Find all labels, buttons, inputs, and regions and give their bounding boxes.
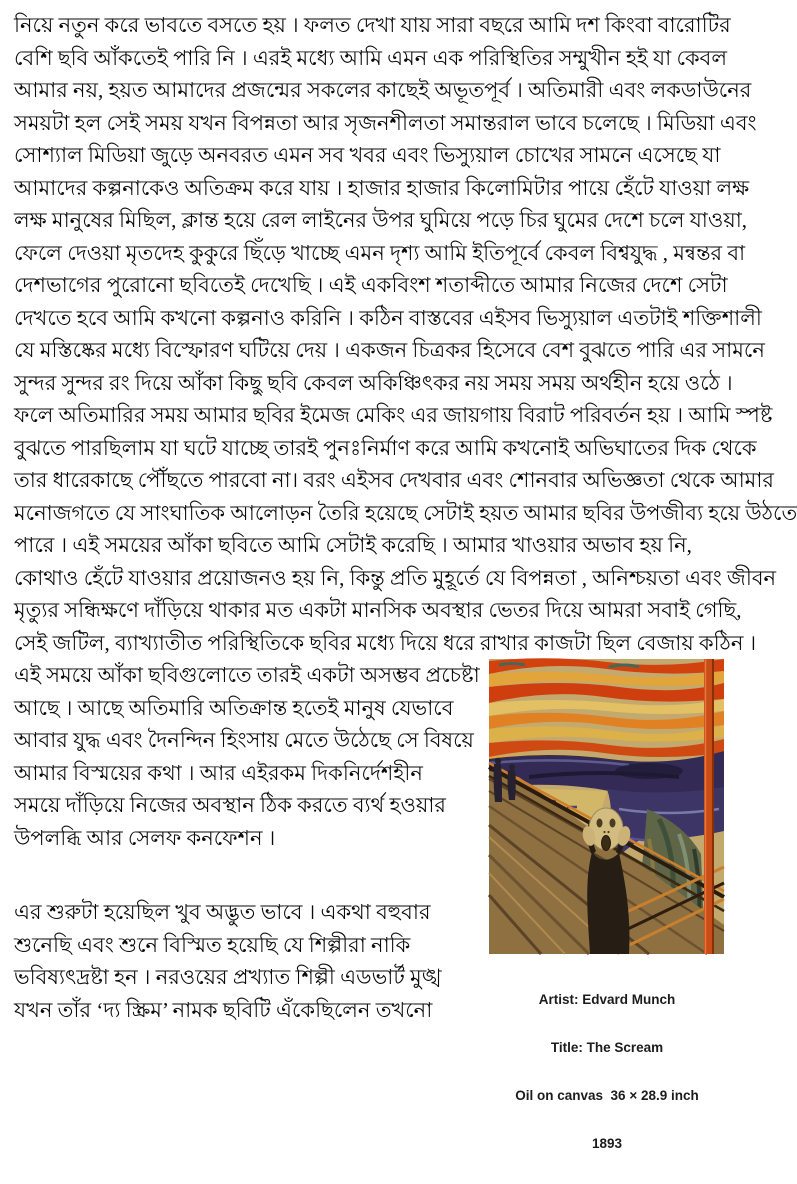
text-line: আমার বিস্ময়ের কথা । আর এইরকম দিকনির্দেশহীন (14, 760, 423, 785)
text-line: ফলে অতিমারির সময় আমার ছবির ইমেজ মেকিং এর জায়গায় বিরাট পরিবর্তন হয় । আমি স্পষ্ট (14, 403, 773, 427)
text-line: শুনেছি এবং শুনে বিস্মিত হয়েছি যে শিল্পীরা নাকি (14, 932, 411, 957)
text-line: সোশ্যাল মিডিয়া জুড়ে অনবরত এমন সব খবর এবং ভিস্যুয়াল চোখের সামনে এসেছে যা (14, 143, 721, 167)
text-and-figure-row (14, 659, 725, 1184)
text-line: কোথাও হেঁটে যাওয়ার প্রয়োজনও হয় নি, কিন্তু প্রতি মুহূর্তে যে বিপন্নতা , অনিশ্চয়তা এবং জীবন (14, 565, 777, 590)
caption-title: Title: The Scream (550, 1040, 664, 1055)
text-line: এই সময়ে আঁকা ছবিগুলোতে তারই একটা অসম্ভব প্রচেষ্টা (14, 663, 480, 687)
text-line: লক্ষ মানুষের মিছিল, ক্লান্ত হয়ে রেল লাইনের উপর ঘুমিয়ে পড়ে চির ঘুমের দেশে চলে যাওয়া, (14, 208, 748, 232)
caption-artist: Artist: Edvard Munch (538, 992, 676, 1007)
text-line: পারে । এই সময়ের আঁকা ছবিতে আমি সেটাই করেছি । আমার খাওয়ার অভাব হয় নি, (14, 533, 692, 557)
paragraph-2 (14, 896, 458, 1026)
text-line: আমার নয়, হয়ত আমাদের প্রজন্মের সকলের কাছেই অভূতপূর্ব । অতিমারী এবং লকডাউনের (14, 78, 752, 102)
text-line: ভবিষ্যৎদ্রষ্টা হন । নরওয়ের প্রখ্যাত শিল্পী এডভার্ট মুঙ্খ (14, 965, 442, 989)
text-line: সময়ে দাঁড়িয়ে নিজের অবস্থান ঠিক করতে ব্যর্থ হওয়ার (14, 793, 446, 817)
text-line: বেশি ছবি আঁকতেই পারি নি । এরই মধ্যে আমি এমন এক পরিস্থিতির সম্মুখীন হই যা কেবল (14, 45, 728, 70)
text-line: এর শুরুটা হয়েছিল খুব অদ্ভুত ভাবে । একথা বহুবার (14, 900, 431, 924)
text-line: তার ধারেকাছে পৌঁছতে পারবো না। বরং এইসব দেখবার এবং শোনবার অভিজ্ঞতা থেকে আমার (14, 468, 774, 492)
caption-medium: Oil on canvas 36 × 28.9 inch (515, 1088, 699, 1103)
text-line: আছে । আছে অতিমারি অতিক্রান্ত হতেই মানুষ যেভাবে (14, 695, 454, 720)
paragraph-1-continued (14, 659, 480, 854)
figure-caption (489, 960, 725, 1184)
paragraph-1 (14, 9, 797, 659)
figure-the-scream (489, 659, 725, 1184)
text-line: বুঝতে পারছিলাম যা ঘটে যাচ্ছে তারই পুনঃনির্মাণ করে আমি কখনোই অভিঘাতের দিক থেকে (14, 435, 757, 460)
text-line: মৃত্যুর সন্ধিক্ষণে দাঁড়িয়ে থাকার মত একটা মানসিক অবস্থার ভেতর দিয়ে আমরা সবাই গেছি, (14, 598, 742, 622)
text-line: নিয়ে নতুন করে ভাবতে বসতে হয় । ফলত দেখা যায় সারা বছরে আমি দশ কিংবা বারোটির (14, 13, 731, 37)
painting-post (704, 659, 714, 954)
text-line: সেই জটিল, ব্যাখ্যাতীত পরিস্থিতিকে ছবির মধ্যে দিয়ে ধরে রাখার কাজটা ছিল বেজায় কঠিন । (14, 630, 757, 655)
text-line: সময়টা হল সেই সময় যখন বিপন্নতা আর সৃজনশীলতা সমান্তরাল ভাবে চলেছে । মিডিয়া এবং (14, 110, 757, 135)
text-line: আমাদের কল্পনাকেও অতিক্রম করে যায় । হাজার হাজার কিলোমিটার পায়ে হেঁটে যাওয়া লক্ষ (14, 175, 750, 200)
text-line: উপলব্ধি আর সেলফ কনফেশন । (14, 825, 276, 850)
text-line: আবার যুদ্ধ এবং দৈনন্দিন হিংসায় মেতে উঠেছে সে বিষয়ে (14, 728, 474, 752)
the-scream-painting (489, 659, 724, 954)
text-line: দেখতে হবে আমি কখনো কল্পনাও করিনি । কঠিন বাস্তবের এইসব ভিস্যুয়াল এতটাই শক্তিশালী (14, 305, 762, 330)
left-text-column (14, 659, 480, 1026)
caption-year: 1893 (591, 1136, 623, 1151)
text-line: দেশভাগের পুরোনো ছবিতেই দেখেছি । এই একবিংশ শতাব্দীতে আমার নিজের দেশে সেটা (14, 273, 728, 297)
paragraph-gap (14, 854, 458, 896)
text-line: ফেলে দেওয়া মৃতদেহ কুকুরে ছিঁড়ে খাচ্ছে এমন দৃশ্য আমি ইতিপূর্বে কেবল বিশ্বযুদ্ধ , মন্বন্তর বা (14, 240, 746, 265)
text-line: যখন তাঁর ‘দ্য স্ক্রিম’ নামক ছবিটি এঁকেছিলেন তখনো (14, 997, 433, 1022)
text-line: সুন্দর সুন্দর রং দিয়ে আঁকা কিছু ছবি কেবল অকিঞ্চিৎকর নয় সময় সময় অর্থহীন হয়ে ওঠে । (14, 370, 733, 395)
text-line: যে মস্তিষ্কের মধ্যে বিস্ফোরণ ঘটিয়ে দেয় । একজন চিত্রকর হিসেবে বেশ বুঝতে পারি এর সামনে (14, 338, 765, 362)
text-line: মনোজগতে যে সাংঘাতিক আলোড়ন তৈরি হয়েছে সেটাই হয়ত আমার ছবির উপজীব্য হয়ে উঠতে (14, 500, 797, 525)
